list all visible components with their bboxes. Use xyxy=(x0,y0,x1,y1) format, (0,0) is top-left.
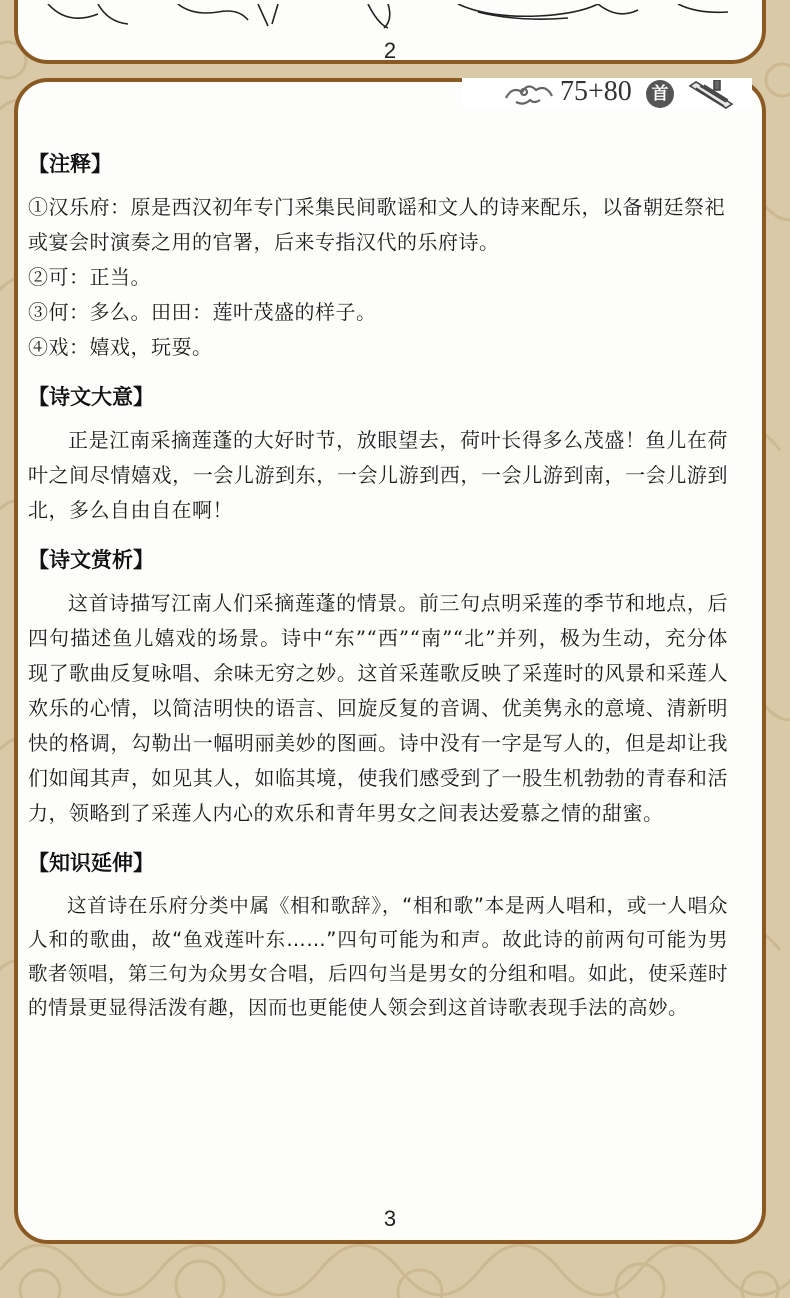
notes-heading: 【注释】 xyxy=(28,152,112,176)
cloud-swirl-icon xyxy=(502,80,558,106)
note-item: ③何：多么。田田：莲叶茂盛的样子。 xyxy=(28,300,377,324)
note-item: ④戏：嬉戏，玩耍。 xyxy=(28,335,213,359)
meaning-heading: 【诗文大意】 xyxy=(28,385,154,409)
appreciation-heading: 【诗文赏析】 xyxy=(28,548,154,572)
extension-paragraph: 这首诗在乐府分类中属《相和歌辞》，“相和歌”本是两人唱和，或一人唱众人和的歌曲，故“鱼戏莲叶东……”四句可能为和声。故此诗的前两句可能为男歌者领唱，第三句为众男女合唱，后四句当是男女的分组和唱。如此，使采莲时的情景更显得活泼有趣，因而也更能使人领会到这首诗歌表现手法的高妙。 xyxy=(28,894,729,1019)
previous-page-number: 2 xyxy=(383,38,397,63)
poem-count-label: 75+80 xyxy=(560,76,632,107)
ink-sketch-illustration xyxy=(38,4,738,30)
poem-count-badge: 首 xyxy=(646,80,674,108)
extension-heading: 【知识延伸】 xyxy=(28,851,154,875)
appreciation-paragraph: 这首诗描写江南人们采摘莲蓬的情景。前三句点明采莲的季节和地点，后四句描述鱼儿嬉戏的场景。诗中“东”“西”“南”“北”并列，极为生动，充分体现了歌曲反复咏唱、余味无穷之妙。这首采莲歌反映了采莲时的风景和采莲人欢乐的心情，以简洁明快的语言、回旋反复的音调、优美隽永的意境、清新明快的格调，勾勒出一幅明丽美妙的图画。诗中没有一字是写人的，但是却让我们如闻其声，如见其人，如临其境，使我们感受到了一股生机勃勃的青春和活力，领略到了采莲人内心的欢乐和青年男女之间表达爱慕之情的甜蜜。 xyxy=(28,591,728,825)
meaning-paragraph: 正是江南采摘莲蓬的大好时节，放眼望去，荷叶长得多么茂盛！鱼儿在荷叶之间尽情嬉戏，一会儿游到东，一会儿游到西，一会儿游到南，一会儿游到北，多么自由自在啊！ xyxy=(28,428,728,522)
page-panel xyxy=(14,78,766,1244)
scroll-book-icon xyxy=(686,80,736,114)
note-item: ②可：正当。 xyxy=(28,265,151,289)
page-content xyxy=(28,144,728,1025)
previous-page-panel xyxy=(14,0,766,64)
page-number: 3 xyxy=(383,1206,397,1231)
note-item: ①汉乐府：原是西汉初年专门采集民间歌谣和文人的诗来配乐，以备朝廷祭祀或宴会时演奏之用的官署，后来专指汉代的乐府诗。 xyxy=(28,195,725,254)
book-title-banner xyxy=(462,78,752,110)
